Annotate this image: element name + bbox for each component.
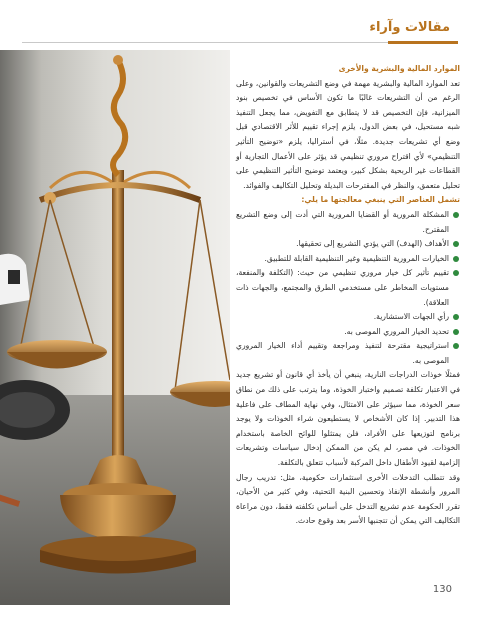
list-item: الخيارات المرورية التنظيمية وغير التنظيمية القابلة للتطبيق. [236, 252, 460, 267]
article-heading-resources: الموارد المالية والبشرية والأخرى [338, 64, 460, 73]
list-item: المشكلة المرورية أو القضايا المرورية التي أدت إلى وضع التشريع المقترح. [236, 208, 460, 237]
header-accent-bar [388, 41, 458, 44]
list-item: الأهداف (الهدف) التي يؤدي التشريع إلى تحقيقها. [236, 237, 460, 252]
section-title: مقالات وآراء [369, 20, 450, 35]
scale-of-justice-illustration [0, 50, 230, 605]
list-item: تقييم تأثير كل خيار مروري تنظيمي من حيث: (التكلفة والمنفعة، مستويات المخاطر على مستخدمي الطرق والمجتمع، والجهات ذات العلاقة). [236, 266, 460, 310]
article-body [236, 62, 460, 529]
scale-of-justice-photo [0, 50, 230, 605]
article-paragraph: فمثلًا خوذات الدراجات النارية، ينبغي أن يأخذ أي قانون أو تشريع جديد في الاعتبار تكلفة تصميم واختبار الخوذة، وما يترتب على ذلك من نطاق سعر الخوذة، مما سيؤثر على الامتثال، وفي نهاية المطاف على فاعلية هذا التدبير. إذا كان الأشخاص لا يستطيعون شراء الخوذات ولا يوجد برنامج لتوزيعها على الأفراد، فلن يمتثلوا للوائح الخاصة باستخدام الخوذات. في مصر، لم يكن من الممكن إدخال سياسات وتشريعات إلزامية لقيود الأطفال داخل المركبة لأسباب تتعلق بالتكلفة. [236, 370, 460, 468]
list-item: استراتيجية مقترحة لتنفيذ ومراجعة وتقييم أداء الخيار المروري الموصى به. [236, 339, 460, 368]
article-paragraph: تعد الموارد المالية والبشرية مهمة في وضع التشريعات والقوانين، وعلى الرغم من أن التشريعات غالبًا ما تكون الأساس في تخصيص بنود الميزانية، فإن التخصيص قد لا يتطابق مع التفويض، مما يجعل التنفيذ شبه مستحيل، في بعض الدول، يلزم إجراء تقييم للأثر الاقتصادي قبل وضع أي تشريعات جديدة. مثلًا، في أستراليا، يلزم «توضيح التأثير التنظيمي» لأي اقتراح مروري تنظيمي قد يؤثر على الأعمال التجارية أو القطاعات غير الربحية بشكل كبير، ويعتمد توضيح التأثير التنظيمي على تحليل متعمق، والنظر في المقترحات البديلة وتحليل التكاليف والفوائد. [236, 78, 460, 190]
list-item: رأي الجهات الاستشارية. [236, 310, 460, 325]
list-item: تحديد الخيار المروري الموصى به. [236, 325, 460, 340]
elements-list [236, 208, 460, 369]
article-paragraph: وقد تتطلب التدخلات الأخرى استثمارات حكومية، مثل: تدريب رجال المرور وأنشطة الإنفاذ وتحسين البنية التحتية، وفي كثير من الأحيان، تقرر الحكومة عدم تشريع التدخل على أساس تكلفته فقط، دون مراعاة التكاليف التي يمكن أن تتجنبها الأسر بعد وقوع حادث. [236, 472, 460, 526]
page-number: 130 [432, 584, 452, 595]
article-heading-elements: تشمل العناصر التي ينبغي معالجتها ما يلي: [301, 195, 460, 205]
